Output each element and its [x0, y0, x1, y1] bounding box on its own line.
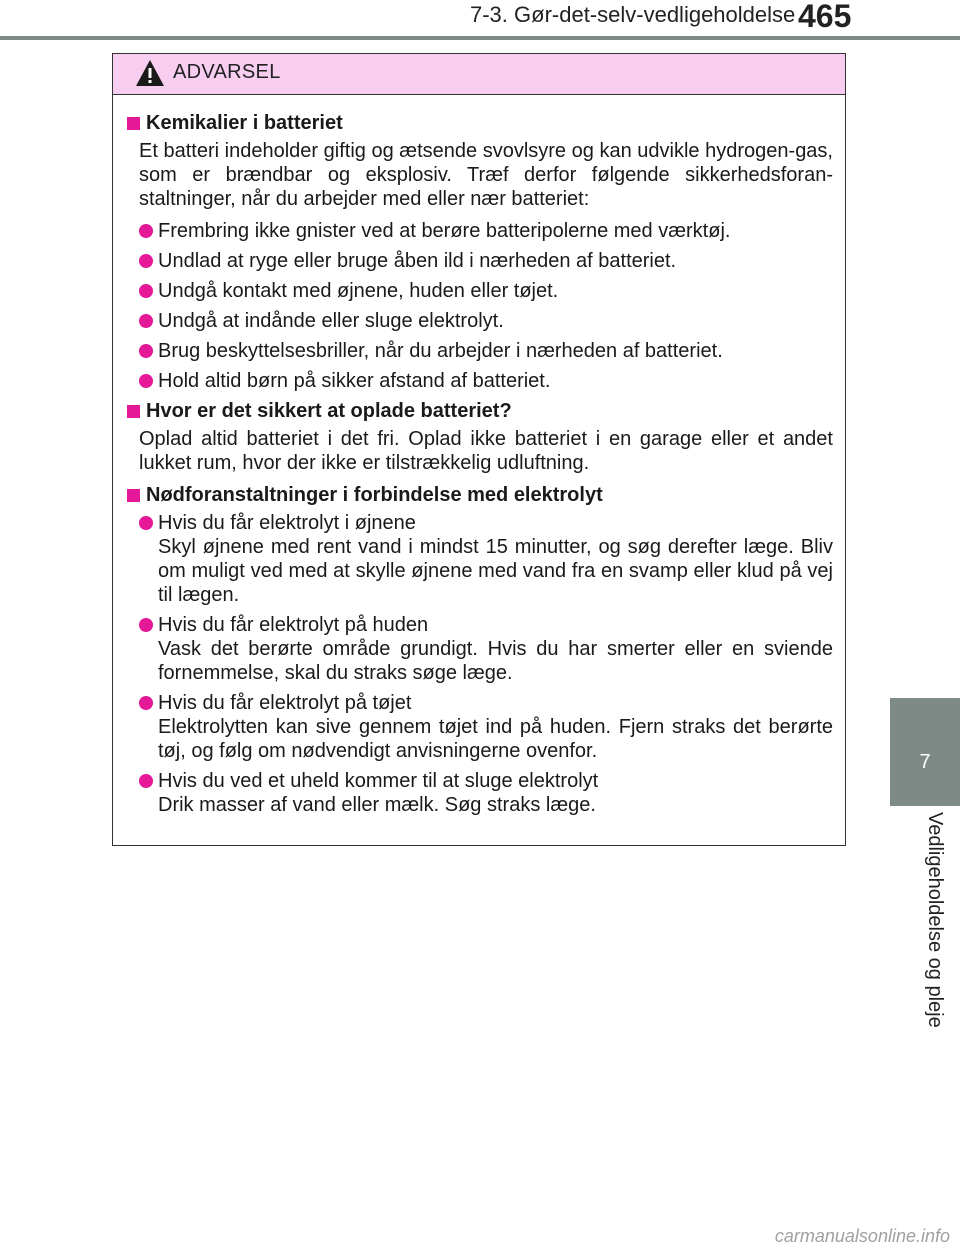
section-heading-text: Kemikalier i batteriet [146, 112, 343, 134]
section-heading-text: Nødforanstaltninger i forbindelse med elektrolyt [146, 484, 603, 506]
list-item-text [158, 511, 833, 607]
list-item-text: Undlad at ryge eller bruge åben ild i nærheden af batteriet. [158, 250, 677, 272]
round-bullet-icon [139, 224, 153, 238]
round-bullet-icon [139, 254, 153, 268]
warning-box [112, 53, 846, 846]
round-bullet-icon [139, 516, 153, 530]
section-heading [127, 483, 833, 507]
warning-body [113, 95, 845, 817]
list-item-body: Elektrolytten kan sive gennem tøjet ind på huden. Fjern straks det berørte tøj, og følg om nødvendigt anvisningerne ovenfor. [158, 716, 833, 762]
list-item-text [158, 613, 833, 685]
warning-triangle-icon [135, 59, 165, 87]
list-item [139, 309, 833, 333]
square-bullet-icon [127, 117, 140, 130]
list-item-title: Hvis du får elektrolyt i øjnene [158, 512, 416, 534]
section-paragraph: Et batteri indeholder giftig og ætsende svovlsyre og kan udvikle hydrogen-gas, som er brændbar og eksplosiv. Træf derfor følgende sikkerhedsforan-staltninger, når du arbejder med eller nær batteriet: [139, 140, 833, 210]
list-item-body: Drik masser af vand eller mælk. Søg straks læge. [158, 794, 596, 816]
watermark: carmanualsonline.info [774, 1226, 950, 1246]
header-rule [0, 36, 960, 40]
square-bullet-icon [127, 489, 140, 502]
warning-header [113, 54, 845, 95]
round-bullet-icon [139, 284, 153, 298]
list-item-body: Skyl øjnene med rent vand i mindst 15 minutter, og søg derefter læge. Bliv om muligt ved med at skylle øjnene med vand fra en svamp eller klud på vej til lægen. [158, 536, 833, 606]
chapter-tab [890, 698, 960, 806]
list-item-body: Vask det berørte område grundigt. Hvis du har smerter eller en sviende fornemmelse, skal du straks søge læge. [158, 638, 833, 684]
list-item [139, 613, 833, 685]
list-item-text [158, 691, 833, 763]
round-bullet-icon [139, 374, 153, 388]
round-bullet-icon [139, 774, 153, 788]
section-heading [127, 399, 833, 423]
list-item-title: Hvis du ved et uheld kommer til at sluge elektrolyt [158, 770, 599, 792]
list-item [139, 339, 833, 363]
section-heading [127, 111, 833, 135]
round-bullet-icon [139, 344, 153, 358]
section-heading-text: Hvor er det sikkert at oplade batteriet? [146, 400, 512, 422]
list-item [139, 511, 833, 607]
section-title: 7-3. Gør-det-selv-vedligeholdelse [470, 2, 796, 27]
list-item [139, 769, 833, 817]
list-item-text: Undgå at indånde eller sluge elektrolyt. [158, 310, 504, 332]
list-item-text: Brug beskyttelsesbriller, når du arbejder i nærheden af batteriet. [158, 340, 723, 362]
list-item-title: Hvis du får elektrolyt på huden [158, 614, 429, 636]
square-bullet-icon [127, 405, 140, 418]
list-item-text: Undgå kontakt med øjnene, huden eller tøjet. [158, 280, 559, 302]
list-item [139, 369, 833, 393]
section-paragraph: Oplad altid batteriet i det fri. Oplad ikke batteriet i en garage eller et andet lukket rum, hvor der ikke er tilstrækkelig udluftning. [139, 428, 833, 474]
list-item-text: Hold altid børn på sikker afstand af batteriet. [158, 370, 551, 392]
round-bullet-icon [139, 696, 153, 710]
list-item-title: Hvis du får elektrolyt på tøjet [158, 692, 412, 714]
list-item [139, 279, 833, 303]
round-bullet-icon [139, 314, 153, 328]
list-item-text: Frembring ikke gnister ved at berøre batteripolerne med værktøj. [158, 220, 731, 242]
list-item-text [158, 769, 833, 817]
warning-title: ADVARSEL [173, 61, 281, 83]
list-item [139, 219, 833, 243]
chapter-label: Vedligeholdelse og pleje [924, 812, 946, 1028]
list-item [139, 249, 833, 273]
list-item [139, 691, 833, 763]
chapter-number: 7 [919, 751, 931, 773]
round-bullet-icon [139, 618, 153, 632]
page-number: 465 [798, 0, 852, 34]
